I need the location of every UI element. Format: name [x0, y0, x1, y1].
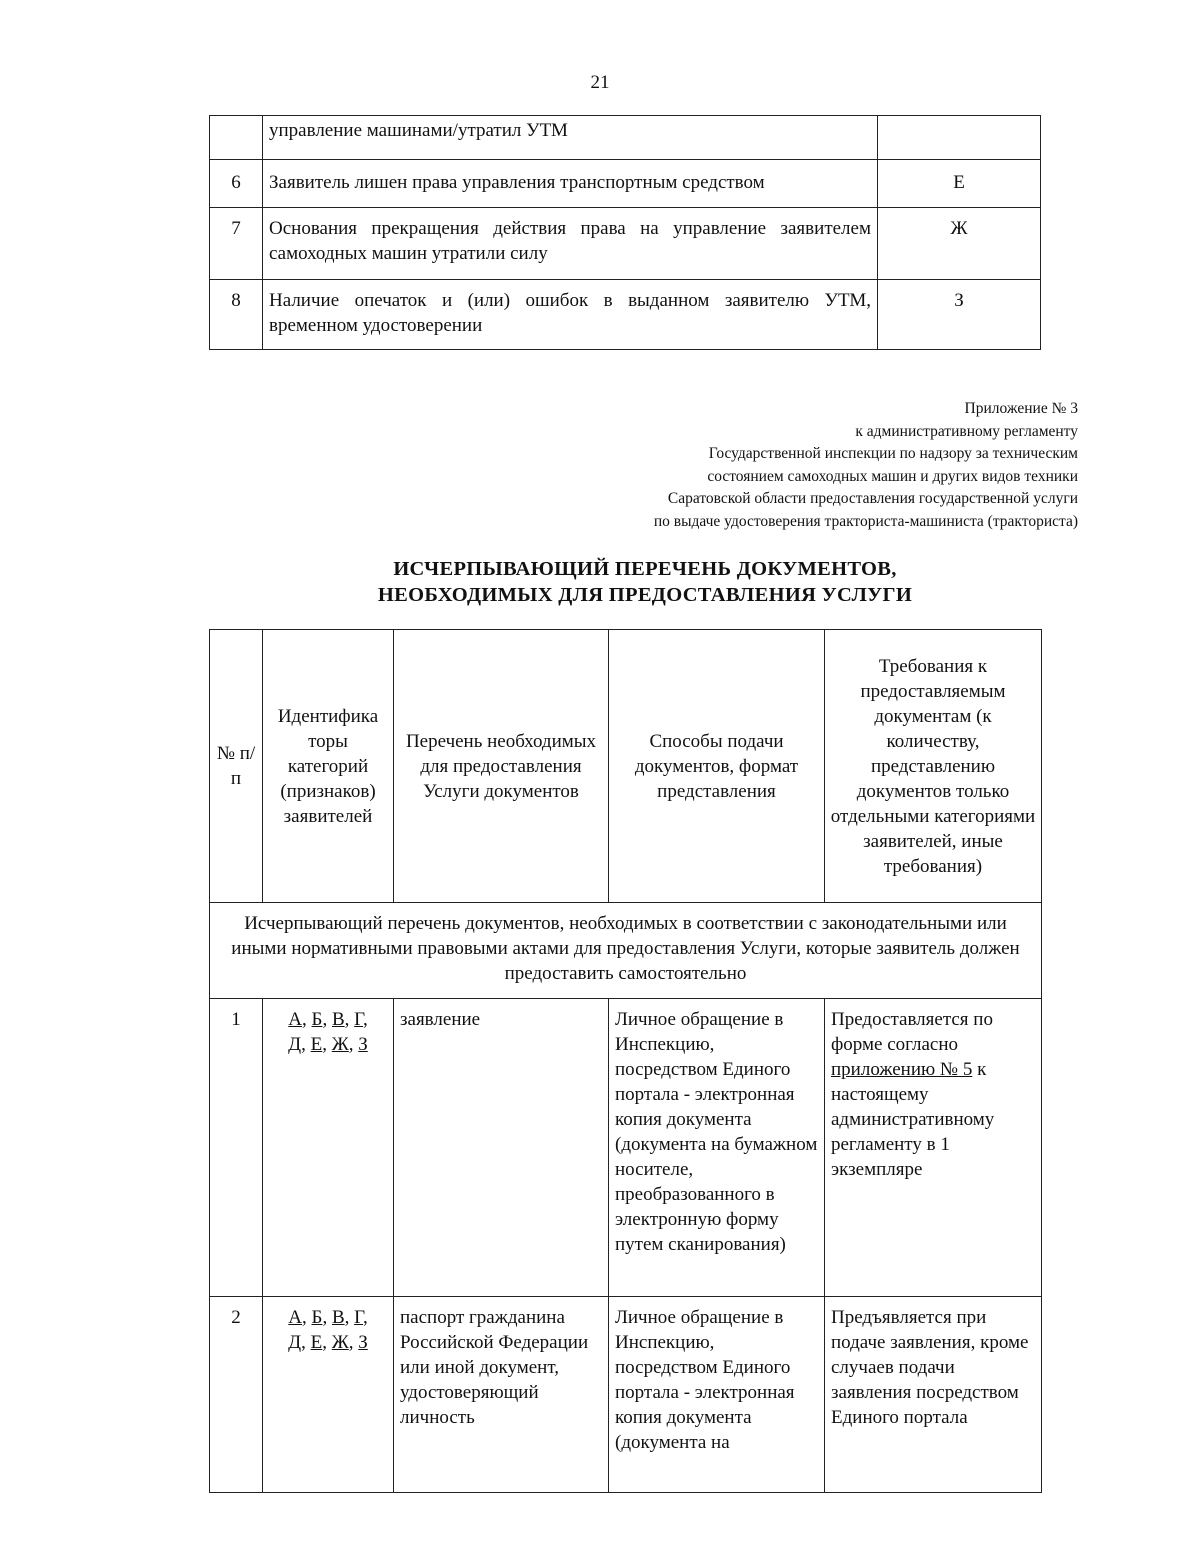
row-method: Личное обращение в Инспекцию, посредством Единого портала - электронная копия документа (документа на бумажном носителе, преобразованного в электронную форму путем сканирования) — [609, 999, 825, 1297]
category-link[interactable]: Е — [310, 1332, 323, 1353]
category-link[interactable]: Д — [288, 1034, 302, 1055]
category-link[interactable]: В — [331, 1009, 345, 1030]
category-link[interactable]: Е — [310, 1034, 323, 1055]
header-requirements: Требования к предоставляемым документам (к количеству, представлению документов только отдельными категориями заявителей, иные требования) — [825, 630, 1042, 903]
title-line: НЕОБХОДИМЫХ ДЛЯ ПРЕДОСТАВЛЕНИЯ УСЛУГИ — [377, 584, 913, 606]
title-line: ИСЧЕРПЫВАЮЩИЙ ПЕРЕЧЕНЬ ДОКУМЕНТОВ, — [393, 558, 897, 580]
header-categories: Идентифика торы категорий (признаков) заявителей — [263, 630, 394, 903]
row-text: Основания прекращения действия права на управление заявителем самоходных машин утратили силу — [263, 208, 878, 280]
documents-table — [209, 629, 1042, 1493]
category-link[interactable]: В — [331, 1307, 345, 1328]
appendix-line: Государственной инспекции по надзору за техническим — [708, 445, 1078, 462]
category-link[interactable]: З — [358, 1034, 368, 1055]
section-title: Исчерпывающий перечень документов, необходимых в соответствии с законодательными или иными нормативными правовыми актами для предоставления Услуги, которые заявитель должен предоставить самостоятельно — [210, 903, 1042, 999]
row-code: Ж — [878, 208, 1041, 280]
category-link[interactable]: Д — [288, 1332, 302, 1353]
category-link[interactable]: Б — [311, 1307, 323, 1328]
header-methods: Способы подачи документов, формат представления — [609, 630, 825, 903]
row-document: паспорт гражданина Российской Федерации или иной документ, удостоверяющий личность — [394, 1297, 609, 1493]
category-link[interactable]: Г — [354, 1307, 363, 1328]
category-link[interactable]: А — [288, 1009, 303, 1030]
category-link[interactable]: А — [288, 1307, 303, 1328]
row-text: управление машинами/утратил УТМ — [263, 116, 878, 160]
row-document: заявление — [394, 999, 609, 1297]
row-requirement — [825, 999, 1042, 1297]
page-title — [0, 556, 1200, 608]
page-number: 21 — [590, 72, 610, 93]
table-row — [210, 1297, 1042, 1493]
category-link[interactable]: Ж — [331, 1034, 349, 1055]
row-text: Наличие опечаток и (или) ошибок в выданном заявителю УТМ, временном удостоверении — [263, 280, 878, 350]
row-categories: А, Б, В, Г, Д, Е, Ж, З — [263, 999, 394, 1297]
category-link[interactable]: Г — [354, 1009, 363, 1030]
table-row — [210, 208, 1041, 280]
row-requirement: Предъявляется при подаче заявления, кроме случаев подачи заявления посредством Единого портала — [825, 1297, 1042, 1493]
category-link[interactable]: З — [358, 1332, 368, 1353]
appendix-line: Приложение № 3 — [964, 400, 1078, 417]
table-row — [210, 999, 1042, 1297]
row-number: 1 — [210, 999, 263, 1297]
row-method: Личное обращение в Инспекцию, посредством Единого портала - электронная копия документа (документа на — [609, 1297, 825, 1493]
section-row — [210, 903, 1042, 999]
row-number: 6 — [210, 160, 263, 208]
row-number: 7 — [210, 208, 263, 280]
requirement-text: Предоставляется по форме согласно — [831, 1009, 993, 1055]
row-text: Заявитель лишен права управления транспортным средством — [263, 160, 878, 208]
row-number — [210, 116, 263, 160]
appendix-line: состоянием самоходных машин и других видов техники — [707, 467, 1078, 485]
table-header-row — [210, 630, 1042, 903]
appendix-line: Саратовской области предоставления государственной услуги — [667, 490, 1078, 507]
appendix-line: по выдаче удостоверения тракториста-машиниста (тракториста) — [653, 512, 1078, 530]
table-row — [210, 160, 1041, 208]
appendix-5-link[interactable]: приложению № 5 — [831, 1059, 973, 1080]
category-link[interactable]: Ж — [331, 1332, 349, 1353]
appendix-note — [654, 398, 1078, 533]
row-code — [878, 116, 1041, 160]
table-row — [210, 116, 1041, 160]
grounds-table — [209, 115, 1041, 350]
row-code: Е — [878, 160, 1041, 208]
row-number: 8 — [210, 280, 263, 350]
requirement-text: к настоящему административному регламенту в 1 экземпляре — [831, 1059, 995, 1180]
row-number: 2 — [210, 1297, 263, 1493]
appendix-line: к административному регламенту — [855, 422, 1078, 440]
table-row — [210, 280, 1041, 350]
row-code: З — [878, 280, 1041, 350]
header-num: № п/п — [210, 630, 263, 903]
header-documents: Перечень необходимых для предоставления Услуги документов — [394, 630, 609, 903]
category-link[interactable]: Б — [311, 1009, 323, 1030]
row-categories: А, Б, В, Г, Д, Е, Ж, З — [263, 1297, 394, 1493]
